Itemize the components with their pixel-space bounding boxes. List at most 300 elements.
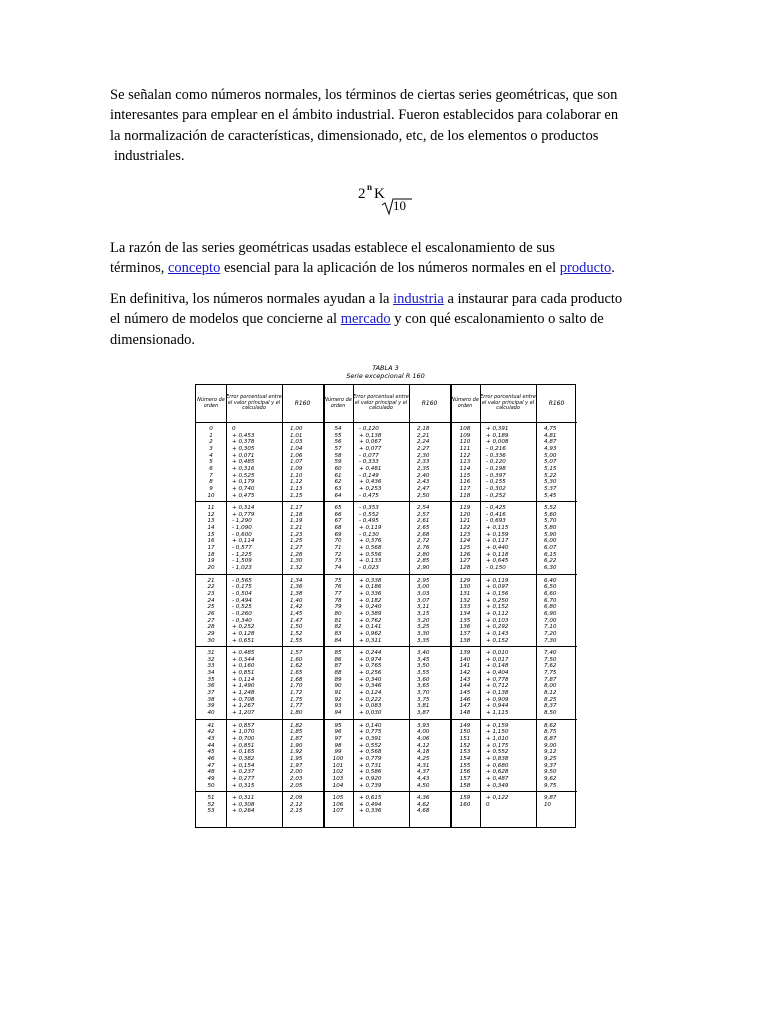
definitiva-line-2: el número de modelos que concierne al mercado y con qué escalonamiento o salto de bbox=[110, 311, 604, 328]
cell-r160: 1,10 bbox=[290, 472, 303, 479]
cell-r160: 3,03 bbox=[417, 590, 430, 597]
cell-orden: 158 bbox=[459, 782, 471, 789]
cell-r160: 9,00 bbox=[544, 742, 557, 749]
table-divider bbox=[409, 385, 410, 827]
cell-r160: 2,15 bbox=[290, 808, 303, 815]
cell-r160: 7,62 bbox=[544, 663, 557, 670]
cell-r160: 9,75 bbox=[544, 782, 557, 789]
cell-r160: 4,93 bbox=[544, 445, 557, 452]
table-block bbox=[323, 385, 450, 827]
cell-r160: 2,50 bbox=[417, 492, 430, 499]
cell-orden: 72 bbox=[334, 551, 342, 558]
cell-r160: 2,65 bbox=[417, 525, 430, 532]
cell-r160: 6,07 bbox=[544, 545, 557, 552]
cell-error: + 0,115 bbox=[486, 525, 509, 532]
cell-r160: 4,68 bbox=[417, 808, 430, 815]
producto-link[interactable]: producto bbox=[559, 260, 612, 277]
cell-orden: 35 bbox=[207, 676, 215, 683]
cell-error: + 0,097 bbox=[486, 584, 509, 591]
cell-r160: 1,68 bbox=[290, 676, 303, 683]
cell-r160: 2,57 bbox=[417, 511, 430, 518]
cell-orden: 36 bbox=[207, 683, 215, 690]
cell-r160: 3,15 bbox=[417, 610, 430, 617]
cell-r160: 1,09 bbox=[290, 465, 303, 472]
definitiva-line-3: dimensionado. bbox=[110, 331, 195, 348]
cell-r160: 4,00 bbox=[417, 729, 430, 736]
cell-r160: 7,75 bbox=[544, 670, 557, 677]
table-title-line-1: TABLA 3 bbox=[372, 364, 399, 372]
cell-r160: 1,30 bbox=[290, 558, 303, 565]
cell-r160: 1,60 bbox=[290, 656, 303, 663]
cell-r160: 3,65 bbox=[417, 683, 430, 690]
cell-r160: 1,55 bbox=[290, 637, 303, 644]
cell-r160: 1,13 bbox=[290, 485, 303, 492]
cell-r160: 1,75 bbox=[290, 696, 303, 703]
cell-orden: 150 bbox=[459, 729, 471, 736]
cell-r160: 4,81 bbox=[544, 432, 557, 439]
cell-error: + 0,740 bbox=[232, 485, 255, 492]
intro-line-2: interesantes para emplear en el ámbito industrial. Fueron establecidos para colaborar en bbox=[110, 107, 619, 124]
cell-r160: 2,21 bbox=[417, 432, 430, 439]
cell-orden: 127 bbox=[459, 558, 471, 565]
cell-error: - 0,552 bbox=[359, 511, 379, 518]
group-rule bbox=[196, 646, 323, 647]
cell-r160: 6,15 bbox=[544, 551, 557, 558]
table-block bbox=[196, 385, 323, 827]
cell-orden: 53 bbox=[207, 808, 215, 815]
cell-orden: 109 bbox=[459, 432, 471, 439]
cell-error: + 0,152 bbox=[486, 604, 509, 611]
cell-r160: 1,04 bbox=[290, 445, 303, 452]
cell-r160: 8,62 bbox=[544, 722, 557, 729]
cell-r160: 1,03 bbox=[290, 439, 303, 446]
cell-r160: 8,75 bbox=[544, 729, 557, 736]
cell-orden: 85 bbox=[334, 650, 342, 657]
cell-error: + 0,124 bbox=[359, 690, 382, 697]
cell-orden: 129 bbox=[459, 577, 471, 584]
cell-error: + 0,240 bbox=[359, 604, 382, 611]
cell-r160: 1,92 bbox=[290, 749, 303, 756]
cell-error: - 0,336 bbox=[486, 452, 506, 459]
cell-r160: 4,50 bbox=[417, 782, 430, 789]
cell-error: + 0,175 bbox=[486, 742, 509, 749]
cell-orden: 5 bbox=[209, 459, 213, 466]
cell-error: + 0,628 bbox=[486, 769, 509, 776]
group-rule bbox=[323, 574, 450, 575]
cell-error: + 0,851 bbox=[232, 742, 255, 749]
cell-error: - 0,425 bbox=[486, 505, 506, 512]
cell-r160: 3,35 bbox=[417, 637, 430, 644]
cell-orden: 104 bbox=[332, 782, 344, 789]
cell-orden: 80 bbox=[334, 610, 342, 617]
cell-error: + 1,115 bbox=[486, 710, 509, 716]
cell-orden: 86 bbox=[334, 656, 342, 663]
cell-error: - 0,504 bbox=[232, 590, 252, 597]
cell-error: - 0,149 bbox=[359, 472, 379, 479]
cell-r160: 1,65 bbox=[290, 670, 303, 677]
cell-error: + 0,128 bbox=[232, 630, 255, 637]
cell-orden: 22 bbox=[207, 584, 215, 591]
cell-orden: 81 bbox=[334, 617, 342, 624]
header-orden: Número de orden bbox=[197, 396, 225, 409]
cell-r160: 7,30 bbox=[544, 637, 557, 644]
header-orden: Número de orden bbox=[451, 396, 479, 409]
cell-orden: 139 bbox=[459, 650, 471, 657]
group-rule bbox=[450, 646, 577, 647]
cell-orden: 71 bbox=[334, 545, 342, 552]
cell-error: - 0,600 bbox=[232, 531, 252, 538]
cell-r160: 8,00 bbox=[544, 683, 557, 690]
cell-error: + 0,083 bbox=[359, 703, 382, 710]
cell-r160: 6,70 bbox=[544, 597, 557, 604]
cell-error: + 0,708 bbox=[232, 696, 255, 703]
cell-error: + 0,256 bbox=[359, 670, 382, 677]
concepto-link[interactable]: concepto bbox=[168, 260, 221, 277]
cell-error: + 0,114 bbox=[232, 538, 255, 545]
cell-error: - 0,340 bbox=[232, 617, 252, 624]
cell-orden: 64 bbox=[334, 492, 342, 499]
cell-orden: 61 bbox=[334, 472, 342, 479]
cell-r160: 6,60 bbox=[544, 590, 557, 597]
cell-orden: 68 bbox=[334, 525, 342, 532]
cell-orden: 84 bbox=[334, 637, 342, 644]
cell-r160: 2,00 bbox=[290, 769, 303, 776]
cell-orden: 126 bbox=[459, 551, 471, 558]
cell-orden: 148 bbox=[459, 710, 471, 716]
header-rule bbox=[450, 422, 577, 423]
cell-error: + 0,391 bbox=[486, 426, 509, 432]
cell-orden: 153 bbox=[459, 749, 471, 756]
cell-orden: 34 bbox=[207, 670, 215, 677]
cell-orden: 51 bbox=[207, 795, 215, 802]
cell-r160: 1,70 bbox=[290, 683, 303, 690]
cell-error: + 0,311 bbox=[232, 795, 255, 802]
cell-r160: 3,00 bbox=[417, 584, 430, 591]
cell-r160: 1,36 bbox=[290, 584, 303, 591]
cell-r160: 8,12 bbox=[544, 690, 557, 697]
header-r160: R160 bbox=[548, 399, 565, 407]
cell-r160: 1,97 bbox=[290, 762, 303, 769]
formula-exponent: n bbox=[367, 182, 373, 192]
cell-r160: 1,06 bbox=[290, 452, 303, 459]
cell-error: + 0,556 bbox=[359, 551, 382, 558]
cell-error: + 0,336 bbox=[359, 590, 382, 597]
cell-r160: 1,45 bbox=[290, 610, 303, 617]
cell-error: + 1,267 bbox=[232, 703, 255, 710]
cell-r160: 1,01 bbox=[290, 432, 303, 439]
cell-orden: 69 bbox=[334, 531, 342, 538]
cell-r160: 5,00 bbox=[544, 452, 557, 459]
intro-paragraph bbox=[110, 85, 670, 166]
group-rule bbox=[196, 791, 323, 792]
cell-error: - 0,693 bbox=[486, 518, 506, 525]
cell-error: - 0,155 bbox=[486, 479, 506, 486]
cell-error: + 0,119 bbox=[486, 577, 509, 584]
cell-error: + 0,378 bbox=[232, 439, 255, 446]
cell-r160: 4,37 bbox=[417, 769, 430, 776]
cell-r160: 3,30 bbox=[417, 630, 430, 637]
cell-orden: 27 bbox=[207, 617, 215, 624]
cell-error: + 1,070 bbox=[232, 729, 255, 736]
cell-error: - 1,023 bbox=[232, 565, 252, 571]
cell-orden: 28 bbox=[207, 624, 215, 631]
cell-error: + 0,253 bbox=[359, 485, 382, 492]
industria-link[interactable]: industria bbox=[393, 291, 444, 307]
group-rule bbox=[450, 574, 577, 575]
cell-orden: 90 bbox=[334, 683, 342, 690]
cell-orden: 16 bbox=[207, 538, 215, 545]
table-divider bbox=[226, 385, 227, 827]
cell-orden: 133 bbox=[459, 604, 471, 611]
cell-orden: 106 bbox=[332, 801, 344, 808]
cell-r160: 2,12 bbox=[290, 801, 303, 808]
cell-orden: 152 bbox=[459, 742, 471, 749]
cell-error: + 0,739 bbox=[359, 782, 382, 789]
cell-error: + 0,376 bbox=[359, 538, 382, 545]
cell-error: + 0,389 bbox=[359, 610, 382, 617]
cell-error: + 0,141 bbox=[359, 624, 382, 631]
cell-r160: 8,50 bbox=[544, 710, 557, 716]
cell-r160: 2,47 bbox=[417, 485, 430, 492]
header-error: Error porcentual entre el valor principal y el calculado bbox=[353, 394, 409, 412]
cell-orden: 40 bbox=[207, 710, 215, 716]
cell-error: + 0,762 bbox=[359, 617, 382, 624]
group-rule bbox=[323, 791, 450, 792]
cell-error: + 0,440 bbox=[486, 545, 509, 552]
cell-orden: 46 bbox=[207, 755, 215, 762]
cell-error: + 0,485 bbox=[232, 459, 255, 466]
cell-error: + 0,645 bbox=[486, 558, 509, 565]
cell-r160: 8,25 bbox=[544, 696, 557, 703]
cell-error: + 0,112 bbox=[486, 610, 509, 617]
header-rule bbox=[323, 422, 450, 423]
cell-r160: 9,50 bbox=[544, 769, 557, 776]
cell-error: + 0,651 bbox=[232, 637, 255, 644]
cell-orden: 60 bbox=[334, 465, 342, 472]
cell-orden: 14 bbox=[207, 525, 215, 532]
group-rule bbox=[450, 791, 577, 792]
cell-orden: 132 bbox=[459, 597, 471, 604]
cell-orden: 24 bbox=[207, 597, 215, 604]
cell-error: - 0,333 bbox=[359, 459, 379, 466]
radical-sign-icon bbox=[358, 183, 418, 217]
cell-r160: 3,75 bbox=[417, 696, 430, 703]
table-title-line-2: Serie excepcional R 160 bbox=[346, 372, 425, 380]
cell-error: + 0,138 bbox=[359, 432, 382, 439]
cell-error: + 0,160 bbox=[232, 663, 255, 670]
cell-r160: 1,40 bbox=[290, 597, 303, 604]
cell-orden: 66 bbox=[334, 511, 342, 518]
cell-error: + 0,186 bbox=[359, 584, 382, 591]
cell-orden: 101 bbox=[332, 762, 344, 769]
cell-r160: 2,95 bbox=[417, 577, 430, 584]
cell-error: - 0,416 bbox=[486, 511, 506, 518]
cell-orden: 78 bbox=[334, 597, 342, 604]
cell-error: + 0,382 bbox=[232, 755, 255, 762]
cell-error: - 1,225 bbox=[232, 551, 252, 558]
cell-orden: 0 bbox=[209, 426, 213, 432]
cell-error: 0 bbox=[232, 426, 236, 432]
cell-error: + 0,851 bbox=[232, 670, 255, 677]
cell-orden: 6 bbox=[209, 465, 213, 472]
cell-error: + 0,292 bbox=[486, 624, 509, 631]
cell-r160: 3,45 bbox=[417, 656, 430, 663]
cell-error: + 0,250 bbox=[486, 597, 509, 604]
cell-r160: 2,09 bbox=[290, 795, 303, 802]
cell-error: + 0,244 bbox=[359, 650, 382, 657]
cell-r160: 1,77 bbox=[290, 703, 303, 710]
cell-error: + 0,103 bbox=[486, 617, 509, 624]
intro-line-1: Se señalan como números normales, los términos de ciertas series geométricas, que son bbox=[110, 87, 618, 103]
cell-orden: 31 bbox=[207, 650, 215, 657]
cell-r160: 3,11 bbox=[417, 604, 430, 611]
cell-error: + 0,159 bbox=[486, 722, 509, 729]
cell-r160: 3,81 bbox=[417, 703, 430, 710]
cell-orden: 89 bbox=[334, 676, 342, 683]
cell-orden: 93 bbox=[334, 703, 342, 710]
cell-error: + 0,494 bbox=[359, 801, 382, 808]
cell-r160: 7,40 bbox=[544, 650, 557, 657]
cell-r160: 7,87 bbox=[544, 676, 557, 683]
cell-orden: 65 bbox=[334, 505, 342, 512]
cell-r160: 10 bbox=[544, 801, 552, 808]
header-rule bbox=[196, 422, 323, 423]
formula-base: 2 bbox=[358, 186, 366, 202]
cell-orden: 92 bbox=[334, 696, 342, 703]
cell-orden: 42 bbox=[207, 729, 215, 736]
cell-error: + 0,277 bbox=[232, 775, 255, 782]
cell-orden: 8 bbox=[209, 479, 213, 486]
cell-orden: 79 bbox=[334, 604, 342, 611]
cell-error: + 1,207 bbox=[232, 710, 255, 716]
cell-r160: 1,17 bbox=[290, 505, 303, 512]
cell-r160: 2,43 bbox=[417, 479, 430, 486]
cell-error: + 0,568 bbox=[359, 545, 382, 552]
cell-r160: 4,75 bbox=[544, 426, 557, 432]
cell-orden: 11 bbox=[207, 505, 215, 512]
cell-error: + 0,077 bbox=[359, 445, 382, 452]
cell-error: - 0,494 bbox=[232, 597, 252, 604]
cell-error: + 0,349 bbox=[486, 782, 509, 789]
intro-line-4: industriales. bbox=[114, 147, 185, 164]
cell-r160: 7,20 bbox=[544, 630, 557, 637]
ratio-paragraph bbox=[110, 238, 670, 279]
cell-orden: 149 bbox=[459, 722, 471, 729]
cell-r160: 9,12 bbox=[544, 749, 557, 756]
cell-r160: 7,10 bbox=[544, 624, 557, 631]
cell-orden: 143 bbox=[459, 676, 471, 683]
cell-error: + 0,475 bbox=[232, 492, 255, 499]
cell-error: + 0,778 bbox=[486, 676, 509, 683]
cell-orden: 10 bbox=[207, 492, 215, 499]
cell-error: + 0,857 bbox=[232, 722, 255, 729]
header-r160: R160 bbox=[421, 399, 438, 407]
cell-orden: 45 bbox=[207, 749, 215, 756]
cell-r160: 1,82 bbox=[290, 722, 303, 729]
cell-error: + 0,071 bbox=[232, 452, 255, 459]
cell-error: - 0,565 bbox=[232, 577, 252, 584]
cell-error: + 0,680 bbox=[486, 762, 509, 769]
cell-orden: 87 bbox=[334, 663, 342, 670]
cell-r160: 2,24 bbox=[417, 439, 430, 446]
cell-error: - 0,150 bbox=[486, 565, 506, 571]
group-rule bbox=[323, 646, 450, 647]
cell-error: + 0,775 bbox=[359, 729, 382, 736]
cell-orden: 157 bbox=[459, 775, 471, 782]
definitiva-paragraph bbox=[110, 289, 670, 350]
cell-error: + 0,779 bbox=[359, 755, 382, 762]
cell-orden: 56 bbox=[334, 439, 342, 446]
cell-error: + 0,118 bbox=[486, 551, 509, 558]
cell-error: + 0,156 bbox=[486, 590, 509, 597]
cell-orden: 75 bbox=[334, 577, 342, 584]
cell-r160: 4,31 bbox=[417, 762, 430, 769]
cell-error: - 0,120 bbox=[359, 426, 379, 432]
cell-r160: 4,06 bbox=[417, 735, 430, 742]
cell-r160: 4,43 bbox=[417, 775, 430, 782]
ratio-line-1: La razón de las series geométricas usadas establece el escalonamiento de sus bbox=[110, 240, 555, 256]
cell-r160: 1,07 bbox=[290, 459, 303, 466]
cell-orden: 3 bbox=[209, 445, 213, 452]
cell-r160: 1,57 bbox=[290, 650, 303, 657]
cell-error: + 0,552 bbox=[486, 749, 509, 756]
cell-r160: 1,95 bbox=[290, 755, 303, 762]
cell-error: - 0,577 bbox=[232, 545, 252, 552]
cell-error: + 0,133 bbox=[359, 558, 382, 565]
cell-orden: 159 bbox=[459, 795, 471, 802]
cell-orden: 63 bbox=[334, 485, 342, 492]
cell-r160: 1,72 bbox=[290, 690, 303, 697]
table-title bbox=[195, 364, 576, 380]
cell-r160: 4,87 bbox=[544, 439, 557, 446]
cell-error: + 0,586 bbox=[359, 769, 382, 776]
cell-r160: 3,07 bbox=[417, 597, 430, 604]
table-divider bbox=[536, 385, 537, 827]
cell-orden: 82 bbox=[334, 624, 342, 631]
cell-orden: 96 bbox=[334, 729, 342, 736]
cell-orden: 116 bbox=[459, 479, 471, 486]
cell-r160: 9,87 bbox=[544, 795, 557, 802]
cell-orden: 2 bbox=[209, 439, 213, 446]
cell-error: + 0,264 bbox=[232, 808, 255, 815]
cell-orden: 73 bbox=[334, 558, 342, 565]
mercado-link[interactable]: mercado bbox=[340, 311, 391, 328]
formula-image bbox=[358, 183, 418, 217]
cell-r160: 1,32 bbox=[290, 565, 303, 571]
cell-orden: 54 bbox=[334, 426, 342, 432]
cell-error: + 0,305 bbox=[232, 445, 255, 452]
cell-r160: 1,42 bbox=[290, 604, 303, 611]
cell-error: + 0,344 bbox=[232, 656, 255, 663]
cell-orden: 136 bbox=[459, 624, 471, 631]
cell-error: + 0,143 bbox=[486, 630, 509, 637]
cell-error: + 1,490 bbox=[232, 683, 255, 690]
cell-orden: 7 bbox=[209, 472, 213, 479]
cell-error: + 0,731 bbox=[359, 762, 382, 769]
cell-orden: 134 bbox=[459, 610, 471, 617]
cell-orden: 98 bbox=[334, 742, 342, 749]
formula-k: K bbox=[374, 186, 385, 202]
cell-error: + 1,010 bbox=[486, 735, 509, 742]
cell-error: - 0,353 bbox=[359, 505, 379, 512]
cell-error: + 0,487 bbox=[486, 775, 509, 782]
cell-orden: 110 bbox=[459, 439, 471, 446]
cell-r160: 2,33 bbox=[417, 459, 430, 466]
cell-r160: 8,87 bbox=[544, 735, 557, 742]
cell-orden: 91 bbox=[334, 690, 342, 697]
cell-orden: 57 bbox=[334, 445, 342, 452]
cell-orden: 114 bbox=[459, 465, 471, 472]
